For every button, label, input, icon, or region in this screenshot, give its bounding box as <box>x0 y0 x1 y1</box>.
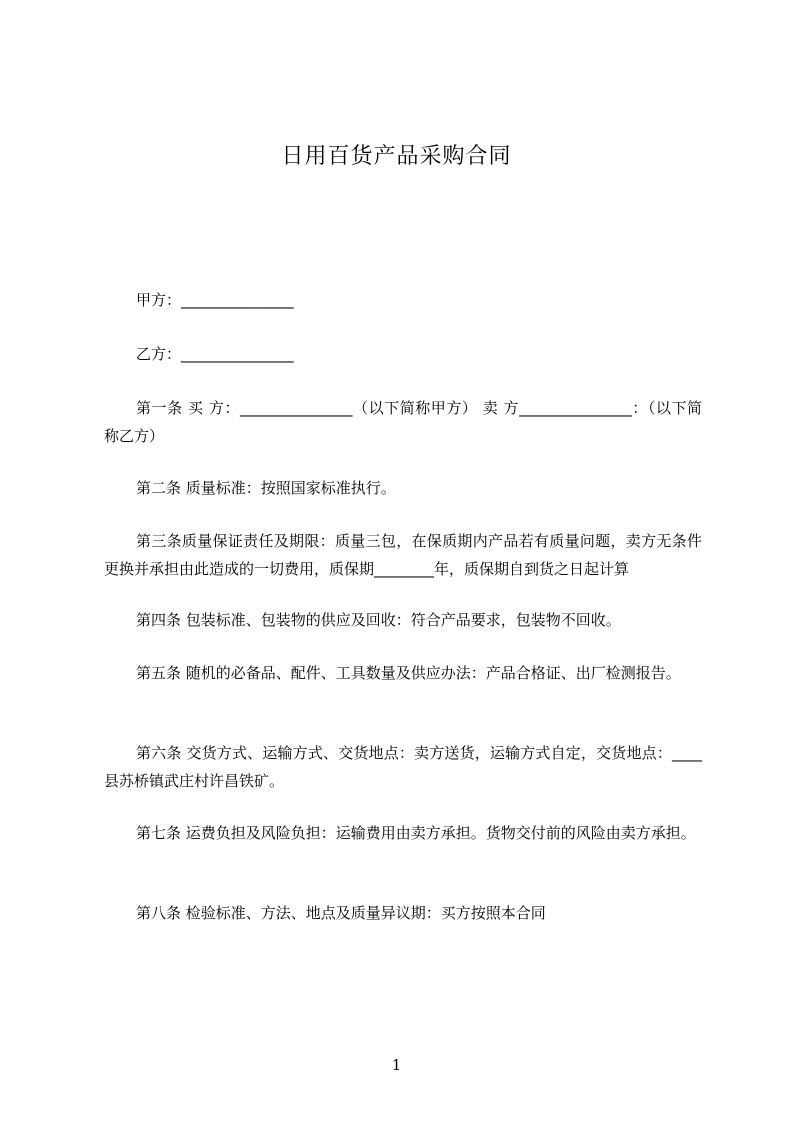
article-7: 第七条 运费负担及风险负担：运输费用由卖方承担。货物交付前的风险由卖方承担。 <box>136 824 696 842</box>
article-5: 第五条 随机的必备品、配件、工具数量及供应办法：产品合格证、出厂检测报告。 <box>136 664 681 682</box>
article-2: 第二条 质量标准：按照国家标准执行。 <box>136 479 396 497</box>
party-a-line: 甲方：_______________ <box>136 291 294 309</box>
article-1: 第一条 买 方：_______________（以下简称甲方） 卖 方_______________：（以下简称乙方） <box>104 399 702 445</box>
party-b-line: 乙方：_______________ <box>136 345 294 363</box>
article-6: 第六条 交货方式、运输方式、交货地点：卖方送货，运输方式自定，交货地点：____县苏桥镇武庄村许昌铁矿。 <box>104 744 702 790</box>
page-number: 1 <box>391 1056 402 1074</box>
article-3: 第三条质量保证责任及期限：质量三包，在保质期内产品若有质量问题，卖方无条件更换并承担由此造成的一切费用，质保期________年，质保期自到货之日起计算 <box>104 532 702 578</box>
contract-title: 日用百货产品采购合同 <box>281 144 512 169</box>
article-4: 第四条 包装标准、包装物的供应及回收：符合产品要求，包装物不回收。 <box>136 611 621 629</box>
article-8: 第八条 检验标准、方法、地点及质量异议期：买方按照本合同 <box>136 904 546 922</box>
